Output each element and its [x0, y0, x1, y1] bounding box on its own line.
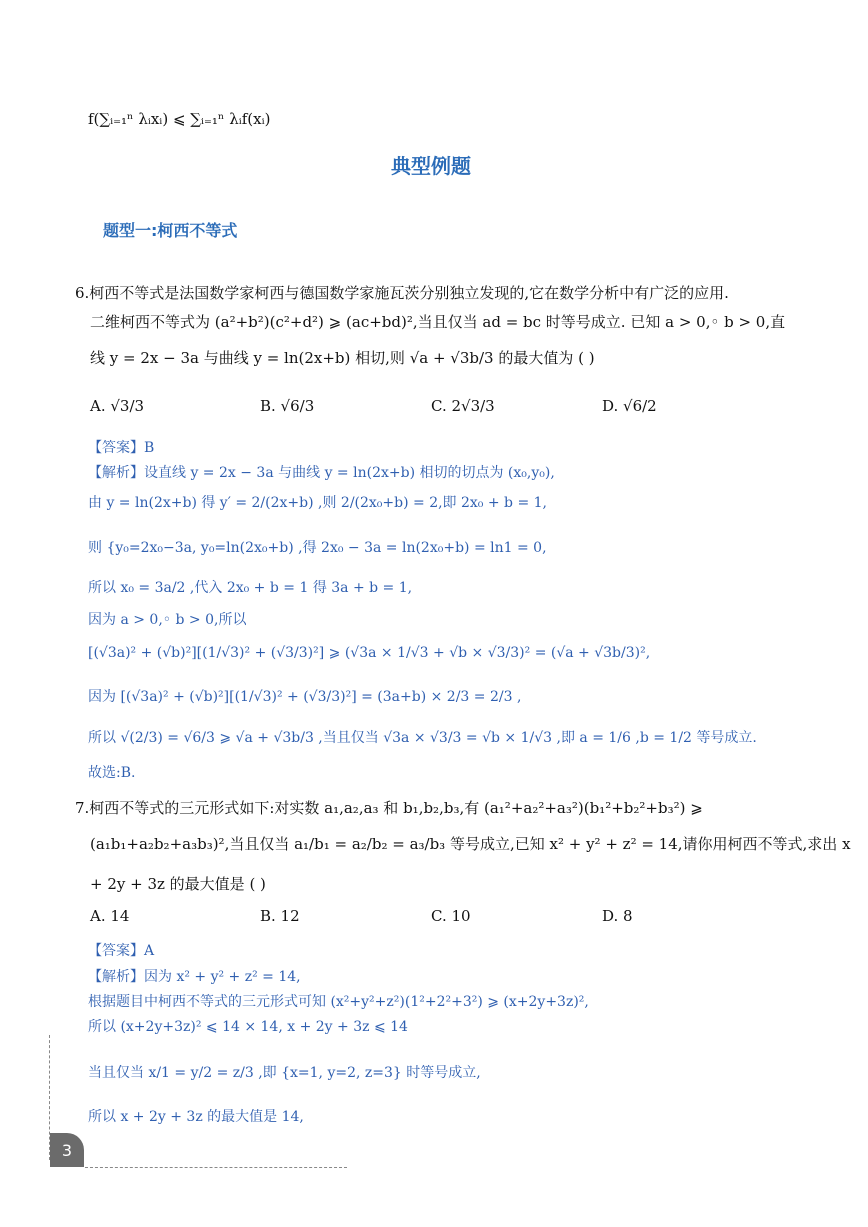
q6-option-d: D. √6/2 [602, 397, 657, 415]
q6-line2: 二维柯西不等式为 (a²+b²)(c²+d²) ⩾ (ac+bd)²,当且仅当 ad = bc 时等号成立. 已知 a > 0,◦ b > 0,直 [90, 313, 786, 331]
top-formula: f(∑ᵢ₌₁ⁿ λᵢxᵢ) ⩽ ∑ᵢ₌₁ⁿ λᵢf(xᵢ) [88, 110, 271, 128]
q7-sol-1: 【解析】因为 x² + y² + z² = 14, [88, 969, 301, 985]
q6-sol-8: 所以 √(2/3) = √6/3 ⩾ √a + √3b/3 ,当且仅当 √3a × √3/3 = √b × 1/√3 ,即 a = 1/6 ,b = 1/2 等号成立. [88, 730, 757, 746]
q6-sol-4: 所以 x₀ = 3a/2 ,代入 2x₀ + b = 1 得 3a + b = 1, [88, 580, 413, 596]
q6-sol-1: 【解析】设直线 y = 2x − 3a 与曲线 y = ln(2x+b) 相切的切点为 (x₀,y₀), [88, 465, 555, 481]
q7-line2: (a₁b₁+a₂b₂+a₃b₃)²,当且仅当 a₁/b₁ = a₂/b₂ = a₃/b₃ 等号成立,已知 x² + y² + z² = 14,请你用柯西不等式,求出 x [90, 835, 851, 853]
q7-line3: + 2y + 3z 的最大值是 ( ) [90, 875, 266, 893]
q6-sol-3: 则 {y₀=2x₀−3a, y₀=ln(2x₀+b) ,得 2x₀ − 3a = ln(2x₀+b) = ln1 = 0, [88, 540, 547, 556]
q6-option-b: B. √6/3 [260, 397, 315, 415]
q6-option-a: A. √3/3 [90, 397, 145, 415]
subsection-title: 题型一:柯西不等式 [103, 221, 238, 240]
q7-sol-5: 所以 x + 2y + 3z 的最大值是 14, [88, 1109, 304, 1125]
q6-sol-7: 因为 [(√3a)² + (√b)²][(1/√3)² + (√3/3)²] = (3a+b) × 2/3 = 2/3 , [88, 689, 522, 705]
page-number: 3 [50, 1133, 84, 1167]
q6-option-c: C. 2√3/3 [431, 397, 495, 415]
q7-option-d: D. 8 [602, 907, 633, 925]
q6-sol-9: 故选:B. [88, 765, 136, 781]
q7-option-c: C. 10 [431, 907, 471, 925]
q7-answer: 【答案】A [88, 943, 155, 959]
q7-line1: 7.柯西不等式的三元形式如下:对实数 a₁,a₂,a₃ 和 b₁,b₂,b₃,有 (a₁²+a₂²+a₃²)(b₁²+b₂²+b₃²) ⩾ [75, 799, 703, 817]
q7-option-a: A. 14 [90, 907, 130, 925]
q6-line1: 6.柯西不等式是法国数学家柯西与德国数学家施瓦茨分别独立发现的,它在数学分析中有广泛的应用. [75, 284, 729, 302]
q6-line3: 线 y = 2x − 3a 与曲线 y = ln(2x+b) 相切,则 √a + √3b/3 的最大值为 ( ) [90, 349, 595, 367]
q6-sol-5: 因为 a > 0,◦ b > 0,所以 [88, 612, 247, 628]
q7-sol-2: 根据题目中柯西不等式的三元形式可知 (x²+y²+z²)(1²+2²+3²) ⩾ (x+2y+3z)², [88, 994, 589, 1010]
q7-sol-4: 当且仅当 x/1 = y/2 = z/3 ,即 {x=1, y=2, z=3} 时等号成立, [88, 1065, 481, 1081]
bottom-dashed-rule [85, 1167, 347, 1168]
q6-answer: 【答案】B [88, 440, 155, 456]
section-title: 典型例题 [391, 154, 471, 178]
q7-sol-3: 所以 (x+2y+3z)² ⩽ 14 × 14, x + 2y + 3z ⩽ 14 [88, 1019, 408, 1035]
q6-sol-2: 由 y = ln(2x+b) 得 y′ = 2/(2x+b) ,则 2/(2x₀+b) = 2,即 2x₀ + b = 1, [88, 495, 548, 511]
q6-sol-6: [(√3a)² + (√b)²][(1/√3)² + (√3/3)²] ⩾ (√3a × 1/√3 + √b × √3/3)² = (√a + √3b/3)², [88, 645, 651, 661]
q7-option-b: B. 12 [260, 907, 300, 925]
